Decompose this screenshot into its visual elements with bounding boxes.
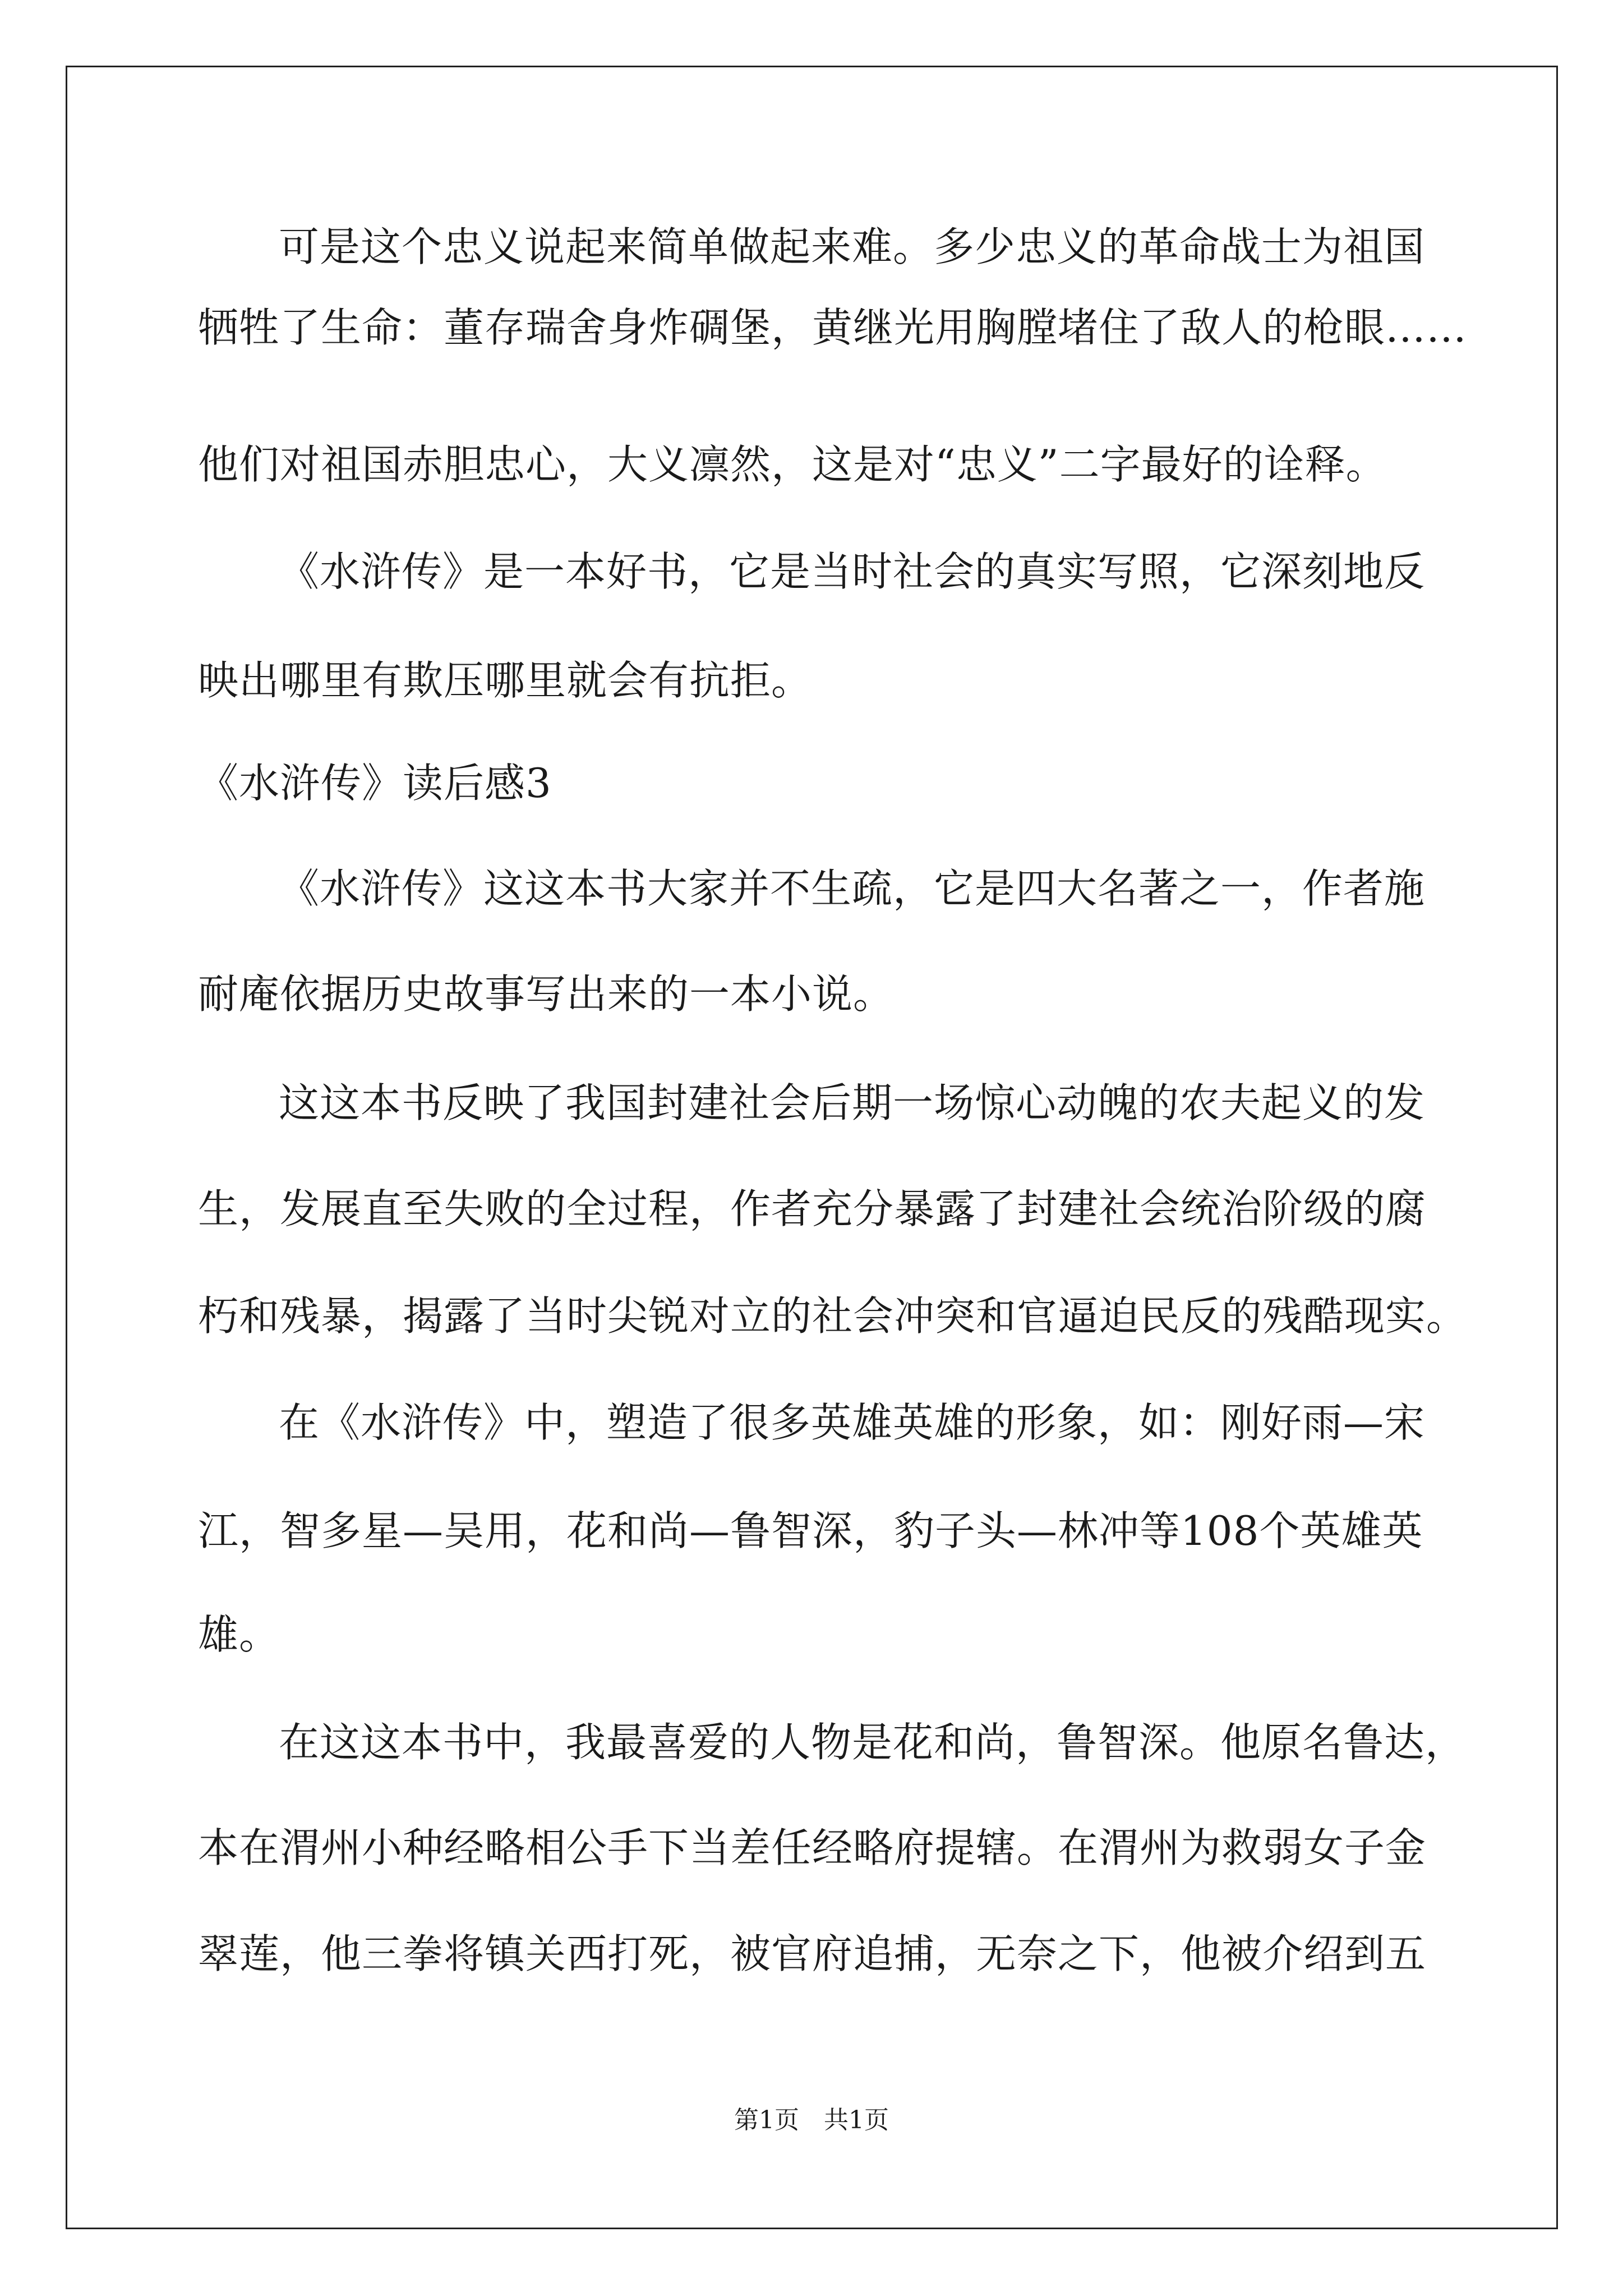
text-line: 朽和残暴，揭露了当时尖锐对立的社会冲突和官逼迫民反的残酷现实。 <box>198 1292 1468 1340</box>
text-line: 这这本书反映了我国封建社会后期一场惊心动魄的农夫起义的发 <box>279 1079 1426 1126</box>
text-line: 雄。 <box>198 1611 280 1658</box>
text-line: 在《水浒传》中，塑造了很多英雄英雄的形象，如：刚好雨—宋 <box>279 1399 1426 1446</box>
text-line: 江，智多星—吴用，花和尚—鲁智深，豹子头—林冲等108个英雄英 <box>198 1507 1423 1554</box>
section-heading: 《水浒传》读后感3 <box>198 760 552 807</box>
text-line: 本在渭州小种经略相公手下当差任经略府提辖。在渭州为救弱女子金 <box>198 1824 1427 1871</box>
text-line: 映出哪里有欺压哪里就会有抗拒。 <box>198 657 813 704</box>
text-line: 牺牲了生命：董存瑞舍身炸碉堡，黄继光用胸膛堵住了敌人的枪眼…… <box>198 304 1468 351</box>
text-line: 生，发展直至失败的全过程，作者充分暴露了封建社会统治阶级的腐 <box>198 1185 1427 1232</box>
page-border <box>66 66 1558 2229</box>
text-line: 《水浒传》是一本好书，它是当时社会的真实写照，它深刻地反 <box>279 548 1426 595</box>
text-line: 在这这本书中，我最喜爱的人物是花和尚，鲁智深。他原名鲁达， <box>279 1719 1467 1766</box>
text-line: 耐庵依据历史故事写出来的一本小说。 <box>198 970 895 1018</box>
text-line: 《水浒传》这这本书大家并不生疏，它是四大名著之一，作者施 <box>279 865 1426 912</box>
text-line: 翠莲，他三拳将镇关西打死，被官府追捕，无奈之下，他被介绍到五 <box>198 1930 1427 1977</box>
text-line: 他们对祖国赤胆忠心，大义凛然，这是对“忠义”二字最好的诠释。 <box>198 441 1387 488</box>
page-number-footer: 第1页 共1页 <box>734 2106 889 2134</box>
text-line: 可是这个忠义说起来简单做起来难。多少忠义的革命战士为祖国 <box>279 223 1426 270</box>
